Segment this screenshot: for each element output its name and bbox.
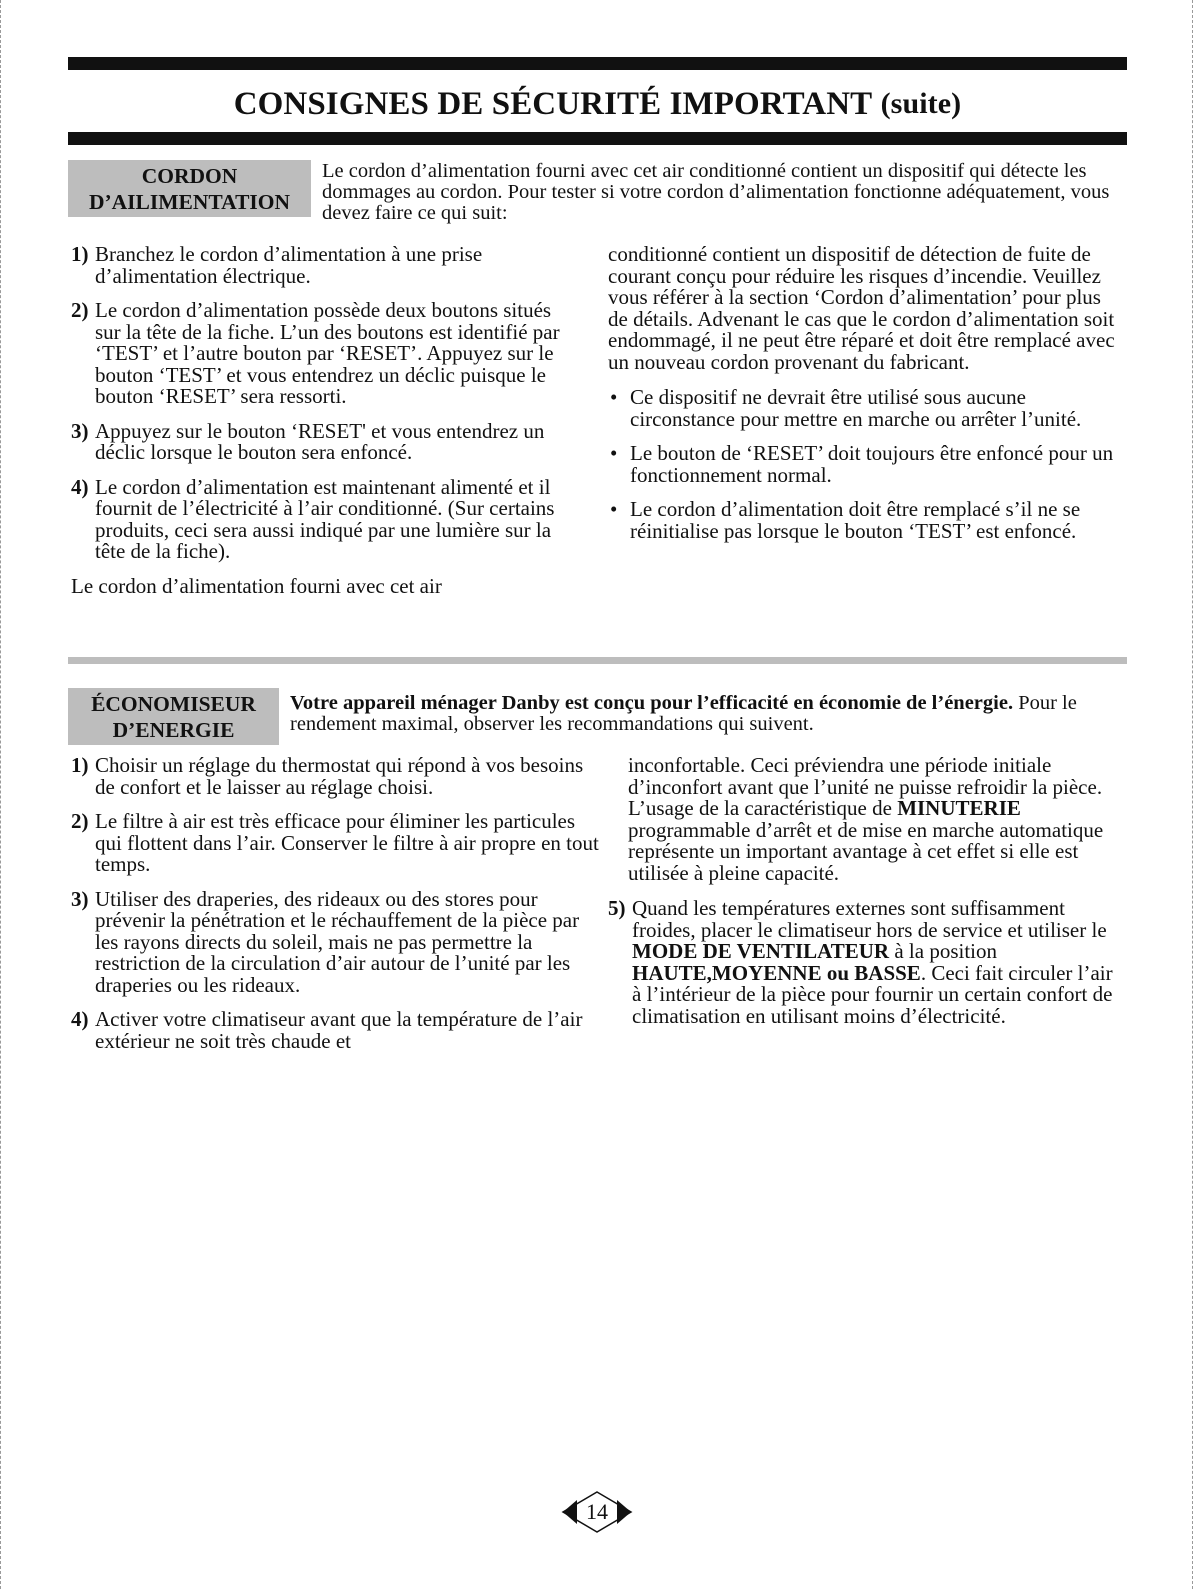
eco-steps-column — [71, 755, 599, 1065]
header-top-rule — [68, 57, 1127, 70]
eco-step — [608, 898, 1123, 1027]
eco-step5-bold-a: MODE DE VENTILATEUR — [632, 939, 890, 963]
cordon-steps-column — [71, 244, 579, 611]
page-number: 14 — [586, 1499, 608, 1524]
eco-step5-text-c: . Ceci fait circuler l’air à l’intérieur de la pièce pour fournir un certain confort de climatisation en utilisant moins d’électricité. — [632, 960, 1113, 1028]
step-text: Appuyez sur le bouton ‘RESET' et vous entendrez un déclic lorsque le bouton sera enfoncé. — [95, 418, 545, 464]
eco-step4-continued — [608, 755, 1123, 884]
step-text: Le filtre à air est très efficace pour éliminer les particules qui flottent dans l’air. Conserver le filtre à air propre en tout temps. — [95, 809, 599, 876]
eco-step — [71, 755, 599, 798]
cordon-step — [71, 300, 579, 408]
step-text: Le cordon d’alimentation possède deux boutons situés sur la tête de la fiche. L’un des boutons est identifié par ‘TEST’ et l’autre bouton par ‘RESET’. Appuyez sur le bouton ‘TEST’ et vous entendrez un déclic puisque le bouton ‘RESET’ sera ressorti. — [95, 298, 560, 408]
page-title — [68, 76, 1127, 132]
step-text: Choisir un réglage du thermostat qui répond à vos besoins de confort et le laisser au réglage choisi. — [95, 753, 584, 799]
cordon-label-line2: D’AILIMENTATION — [88, 189, 291, 214]
cordon-closing-continued: conditionné contient un dispositif de détection de fuite de courant conçu pour réduire les risques d’incendie. Veuillez vous référer à la section ‘Cordon d’alimentation’ pour plus de détails. Advenant le cas que le cordon d’alimentation soit endommagé, il ne peut être réparé et doit être remplacé avec un nouveau cordon provenant du fabricant. — [608, 242, 1115, 374]
cordon-closing-start: Le cordon d’alimentation fourni avec cet air — [71, 573, 442, 598]
step-number: 1) — [71, 242, 89, 266]
section-divider — [68, 657, 1127, 664]
eco-label-line2: D’ENERGIE — [112, 717, 235, 742]
eco-right-column — [608, 755, 1123, 1040]
bullet-dot: • — [610, 497, 618, 521]
cordon-bullet — [608, 387, 1123, 430]
step-number: 4) — [71, 1007, 89, 1031]
eco-intro-bold: Votre appareil ménager Danby est conçu pour l’efficacité en économie de l’énergie. — [290, 692, 1014, 714]
step-number: 2) — [71, 298, 89, 322]
eco-step5-bold-b: HAUTE,MOYENNE ou BASSE — [632, 960, 921, 985]
cordon-intro: Le cordon d’alimentation fourni avec cet air conditionné contient un dispositif qui détecte les dommages au cordon. Pour tester si votre cordon d’alimentation fonctionne adéquatement, vous devez faire ce qui suit: — [322, 160, 1110, 224]
eco-step5-text-a: Quand les températures externes sont suffisamment froides, placer le climatiseur hors de service et utiliser le — [632, 896, 1107, 942]
eco-section-label — [68, 688, 279, 745]
eco-intro — [290, 693, 1090, 735]
eco-step4-text-b: programmable d’arrêt et de mise en marche automatique représente un important avantage à cet effet si elle est utilisée à pleine capacité. — [628, 817, 1104, 885]
bullet-dot: • — [610, 441, 618, 465]
cordon-step — [71, 244, 579, 287]
bullet-text: Ce dispositif ne devrait être utilisé sous aucune circonstance pour mettre en marche ou arrêter l’unité. — [630, 385, 1082, 431]
eco-intro-rest: Pour le rendement maximal, observer les recommandations qui suivent. — [290, 692, 1077, 735]
step-text: Branchez le cordon d’alimentation à une prise d’alimentation électrique. — [95, 242, 483, 288]
eco-step4-text-a: inconfortable. Ceci préviendra une période initiale d’inconfort avant que l’unité ne puisse refroidir la pièce. L’usage de la caractéristique de — [628, 753, 1103, 820]
step-text: Utiliser des draperies, des rideaux ou des stores pour prévenir la pénétration et le réchauffement de la pièce par les rayons directs du soleil, mais ne pas permettre la restriction de la circulation d’air autour de l’unité par les draperies ou les rideaux. — [95, 886, 580, 997]
eco-step5-text-b: à la position — [894, 939, 998, 963]
step-number: 4) — [71, 474, 89, 499]
cordon-step — [71, 474, 579, 563]
page-title-suffix: (suite) — [880, 87, 962, 120]
eco-label-line1: ÉCONOMISEUR — [91, 691, 256, 716]
page-number-badge — [561, 1490, 633, 1534]
cordon-right-column — [608, 244, 1123, 555]
eco-step — [71, 1009, 599, 1052]
eco-step4-bold: MINUTERIE — [897, 796, 1021, 820]
page-title-main: CONSIGNES DE SÉCURITÉ IMPORTANT — [233, 85, 873, 122]
step-number: 2) — [71, 809, 89, 833]
bullet-dot: • — [610, 385, 618, 409]
cordon-bullet — [608, 499, 1123, 542]
cordon-section-label — [68, 160, 311, 217]
step-number: 3) — [71, 886, 89, 911]
bullet-text: Le cordon d’alimentation doit être remplacé s’il ne se réinitialise pas lorsque le bouton ‘TEST’ est enfoncé. — [630, 497, 1081, 543]
header-bottom-rule — [68, 132, 1127, 145]
eco-step — [71, 811, 599, 876]
cordon-bullet — [608, 443, 1123, 486]
cordon-step — [71, 418, 579, 464]
step-number: 1) — [71, 753, 89, 777]
step-text: Le cordon d’alimentation est maintenant alimenté et il fournit de l’électricité à l’air conditionné. (Sur certains produits, ceci sera aussi indiqué par une lumière sur la tête de la fiche). — [95, 474, 555, 563]
step-number: 5) — [608, 896, 626, 920]
step-number: 3) — [71, 418, 89, 443]
bullet-text: Le bouton de ‘RESET’ doit toujours être enfoncé pour un fonctionnement normal. — [630, 441, 1114, 487]
cordon-label-line1: CORDON — [141, 163, 238, 188]
step-text: Activer votre climatiseur avant que la température de l’air extérieur ne soit très chaude et — [95, 1007, 583, 1053]
eco-step — [71, 886, 599, 997]
